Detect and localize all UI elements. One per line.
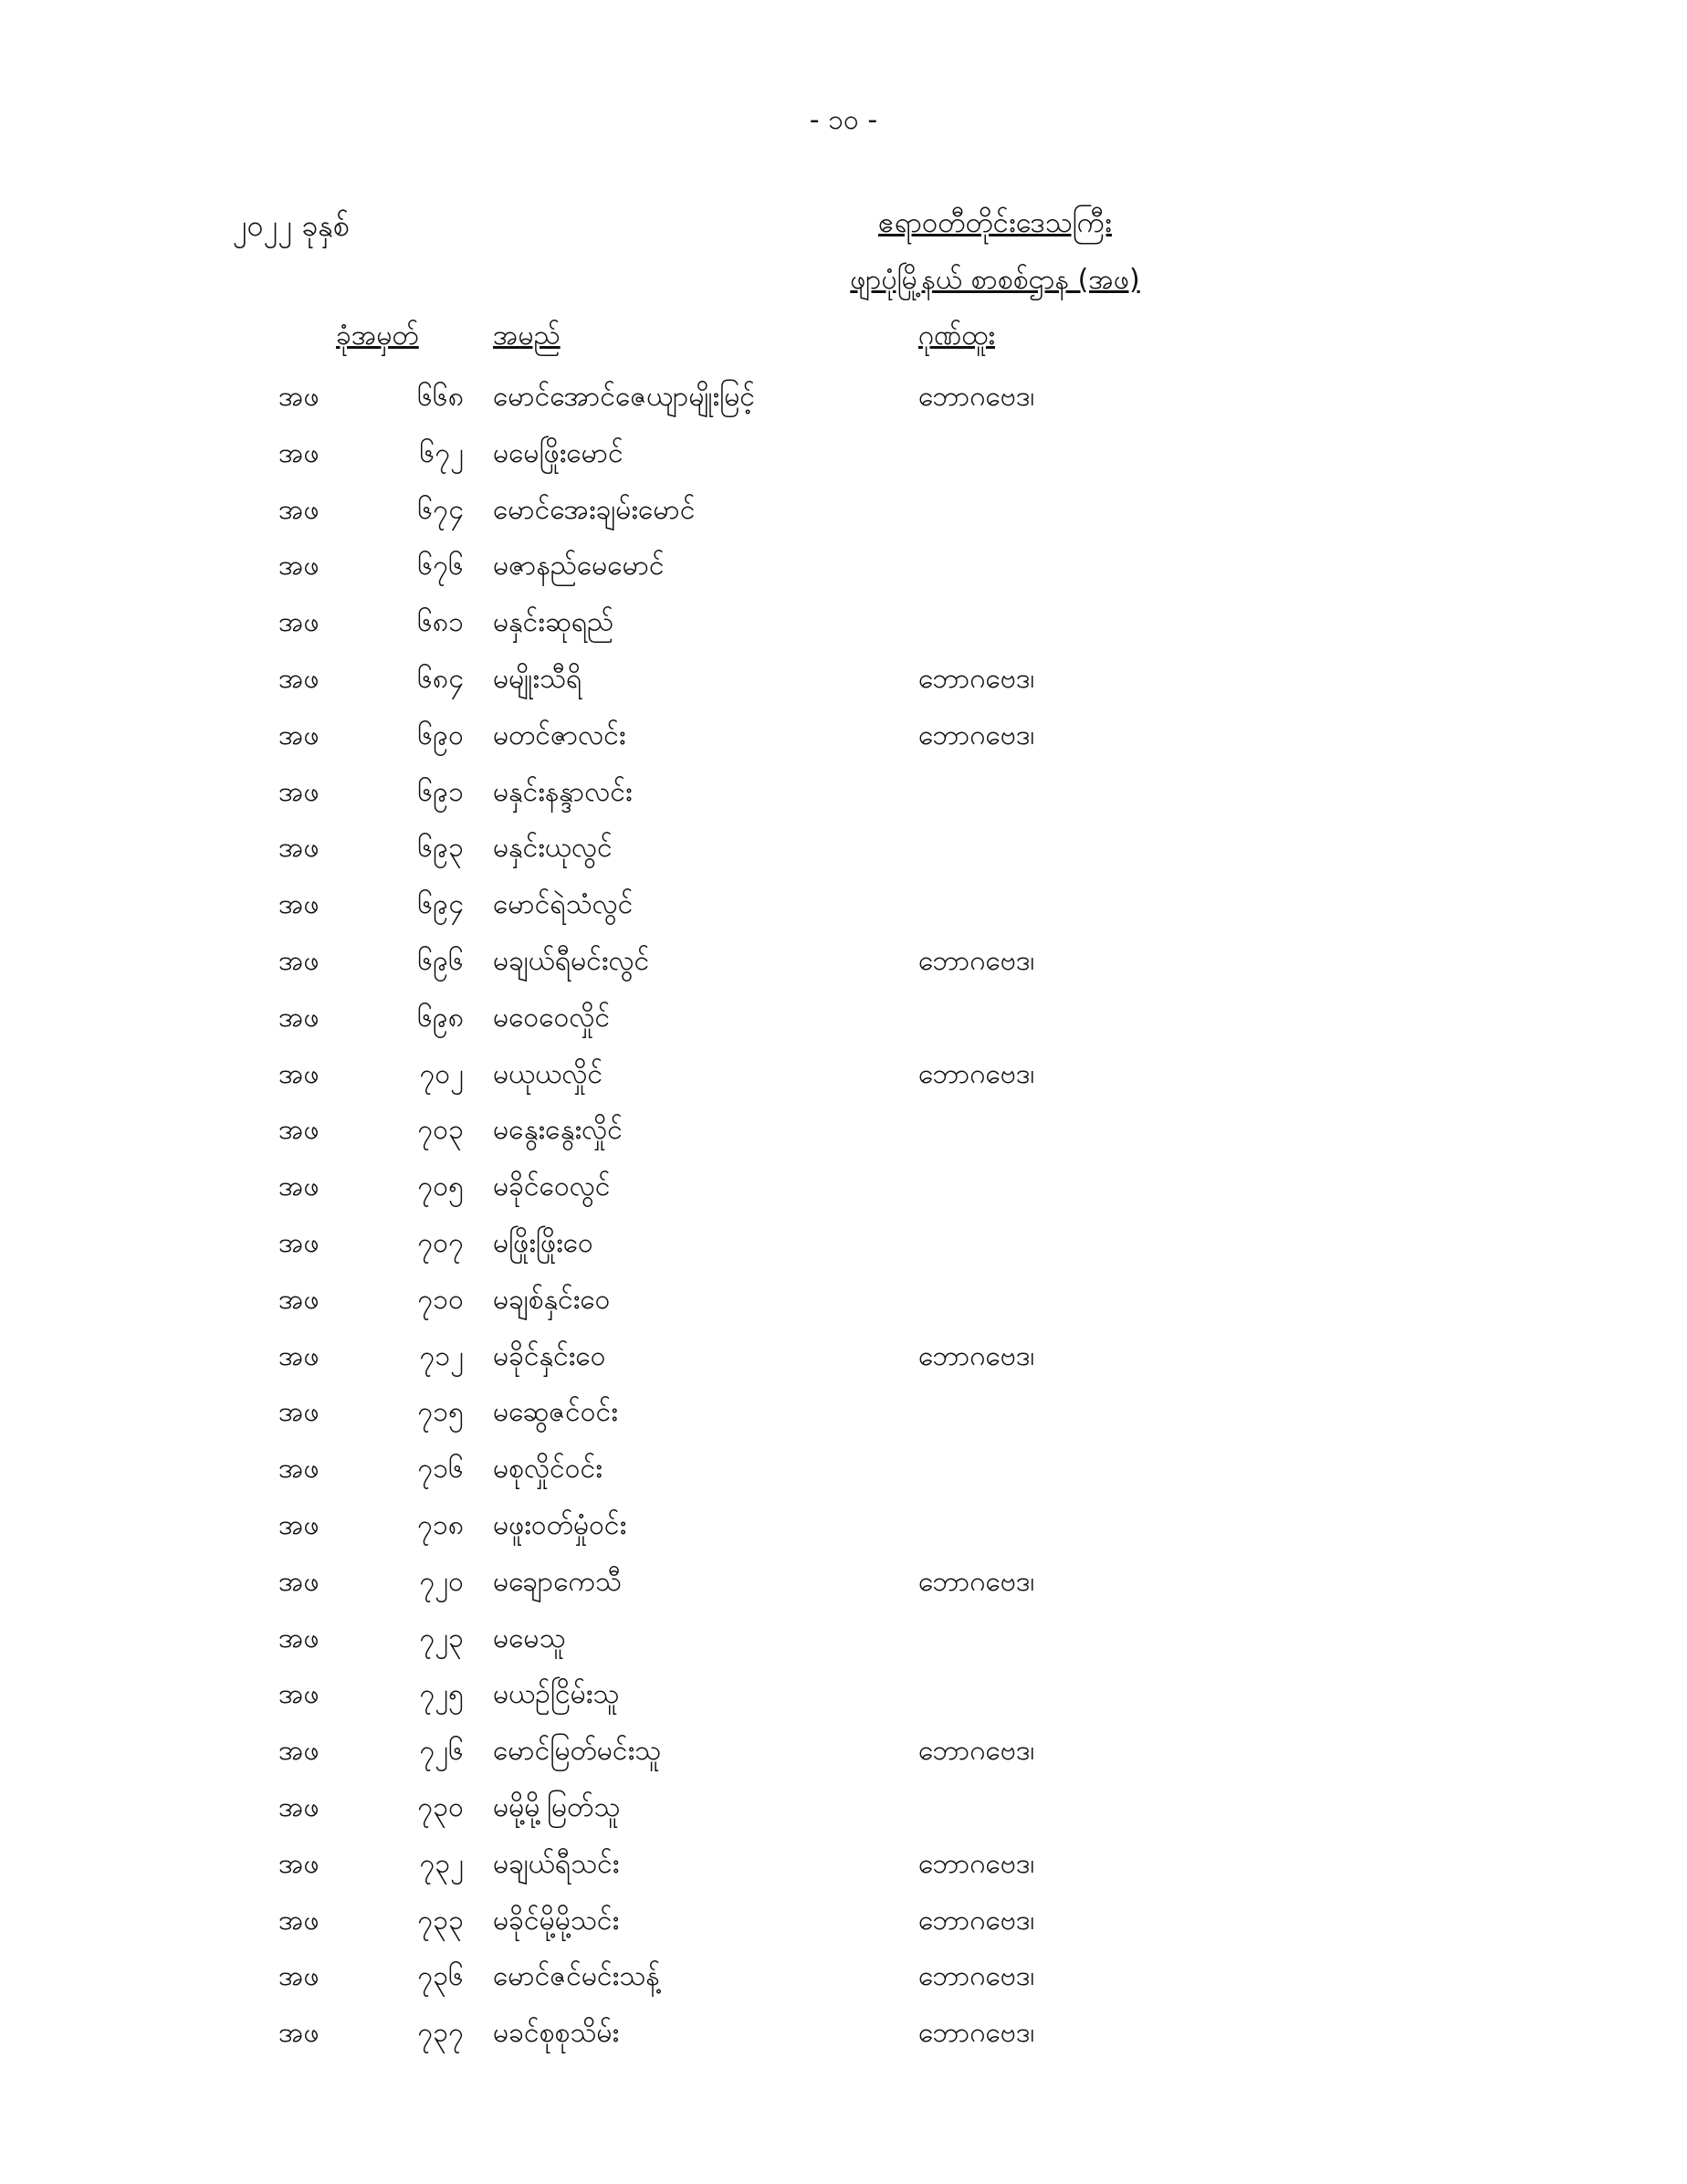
list-item bbox=[0, 1216, 1687, 1273]
roll-number: ၆၉၀ bbox=[417, 719, 464, 751]
list-item bbox=[0, 370, 1687, 426]
student-name: မမေဖြိုးမောင် bbox=[493, 436, 623, 469]
list-item bbox=[0, 1273, 1687, 1329]
region-title: ဧရာဝတီတိုင်းဒေသကြီး bbox=[878, 206, 1112, 239]
student-name: မောင်ဇင်မင်းသန့် bbox=[493, 1960, 660, 1993]
roll-number: ၆၇၆ bbox=[417, 550, 464, 583]
distinction: ဘောဂဗေဒ၊ bbox=[918, 1735, 1035, 1768]
list-item bbox=[0, 595, 1687, 652]
exam-center-subtitle: ဖျာပုံမြို့နယ် စာစစ်ဌာန (အဖ) bbox=[850, 264, 1140, 296]
results-list bbox=[0, 370, 1687, 2063]
roll-prefix: အဖ bbox=[278, 1960, 320, 1993]
student-name: မချောကေသီ bbox=[493, 1565, 622, 1598]
list-item bbox=[0, 2006, 1687, 2063]
roll-number: ၆၇၄ bbox=[417, 493, 464, 526]
roll-prefix: အဖ bbox=[278, 1622, 320, 1654]
student-name: မချယ်ရီမင်းလွင် bbox=[493, 944, 650, 977]
roll-prefix: အဖ bbox=[278, 1565, 320, 1598]
list-item bbox=[0, 539, 1687, 595]
list-item bbox=[0, 1837, 1687, 1894]
student-name: မခိုင်နှင်းဝေ bbox=[493, 1339, 606, 1372]
roll-prefix: အဖ bbox=[278, 1057, 320, 1090]
student-name: မောင်အေးချမ်းမောင် bbox=[493, 493, 696, 526]
year-label: ၂၀၂၂ ခုနှစ် bbox=[233, 208, 350, 243]
page-number: - ၁၀ - bbox=[809, 104, 878, 136]
student-name: မချစ်နှင်းဝေ bbox=[493, 1283, 611, 1316]
roll-number: ၇၃၆ bbox=[417, 1960, 464, 1993]
list-item bbox=[0, 934, 1687, 991]
student-name: မဖူးဝတ်မှုံဝင်း bbox=[493, 1508, 627, 1541]
list-item bbox=[0, 709, 1687, 765]
roll-prefix: အဖ bbox=[278, 775, 320, 808]
roll-prefix: အဖ bbox=[278, 1847, 320, 1880]
list-item bbox=[0, 1780, 1687, 1837]
roll-number: ၆၆၈ bbox=[417, 381, 464, 413]
list-item bbox=[0, 1949, 1687, 2006]
roll-number: ၇၀၃ bbox=[417, 1114, 464, 1147]
header-name: အမည် bbox=[493, 320, 561, 352]
roll-prefix: အဖ bbox=[278, 1114, 320, 1147]
student-name: မမျိုးသီရိ bbox=[493, 662, 582, 695]
roll-prefix: အဖ bbox=[278, 1226, 320, 1259]
roll-prefix: အဖ bbox=[278, 2017, 320, 2050]
student-name: မောင်အောင်ဇေယျာမျိုးမြင့် bbox=[493, 381, 755, 413]
roll-number: ၆၉၆ bbox=[417, 944, 464, 977]
roll-prefix: အဖ bbox=[278, 1283, 320, 1316]
list-item bbox=[0, 483, 1687, 540]
roll-prefix: အဖ bbox=[278, 832, 320, 865]
distinction: ဘောဂဗေဒ၊ bbox=[918, 1057, 1035, 1090]
roll-number: ၇၁၈ bbox=[417, 1508, 464, 1541]
student-name: မချယ်ရီသင်း bbox=[493, 1847, 620, 1880]
student-name: မခင်စုစုသိမ်း bbox=[493, 2017, 620, 2050]
list-item bbox=[0, 1385, 1687, 1442]
student-name: မဇာနည်မေမောင် bbox=[493, 550, 665, 583]
roll-prefix: အဖ bbox=[278, 550, 320, 583]
list-item bbox=[0, 1047, 1687, 1104]
list-item bbox=[0, 1329, 1687, 1386]
roll-number: ၆၉၃ bbox=[417, 832, 464, 865]
roll-prefix: အဖ bbox=[278, 606, 320, 639]
list-item bbox=[0, 1894, 1687, 1950]
distinction: ဘောဂဗေဒ၊ bbox=[918, 719, 1035, 751]
roll-number: ၇၁၅ bbox=[417, 1396, 464, 1429]
roll-number: ၇၀၅ bbox=[417, 1171, 464, 1203]
list-item bbox=[0, 765, 1687, 822]
roll-number: ၇၂၆ bbox=[419, 1735, 464, 1768]
list-item bbox=[0, 821, 1687, 877]
roll-number: ၇၂၀ bbox=[419, 1565, 464, 1598]
roll-number: ၇၃၃ bbox=[417, 1904, 464, 1937]
roll-prefix: အဖ bbox=[278, 493, 320, 526]
student-name: မောင်မြတ်မင်းသူ bbox=[493, 1735, 662, 1768]
roll-prefix: အဖ bbox=[278, 381, 320, 413]
roll-prefix: အဖ bbox=[278, 888, 320, 921]
roll-prefix: အဖ bbox=[278, 1171, 320, 1203]
roll-number: ၇၂၃ bbox=[419, 1622, 464, 1654]
student-name: မတင်ဇာလင်း bbox=[493, 719, 626, 751]
list-item bbox=[0, 1555, 1687, 1612]
student-name: မခိုင်ဝေလွင် bbox=[493, 1171, 611, 1203]
header-roll-number: ခုံအမှတ် bbox=[336, 320, 419, 352]
distinction: ဘောဂဗေဒ၊ bbox=[918, 1904, 1035, 1937]
roll-prefix: အဖ bbox=[278, 1508, 320, 1541]
list-item bbox=[0, 1498, 1687, 1555]
roll-number: ၇၀၂ bbox=[419, 1057, 464, 1090]
list-item bbox=[0, 1442, 1687, 1498]
roll-prefix: အဖ bbox=[278, 1396, 320, 1429]
distinction: ဘောဂဗေဒ၊ bbox=[918, 1960, 1035, 1993]
roll-number: ၆၉၄ bbox=[417, 888, 464, 921]
student-name: မနှင်းယုလွင် bbox=[493, 832, 613, 865]
list-item bbox=[0, 877, 1687, 934]
list-item bbox=[0, 1612, 1687, 1668]
roll-prefix: အဖ bbox=[278, 719, 320, 751]
student-name: မောင်ရဲသံလွင် bbox=[493, 888, 634, 921]
list-item bbox=[0, 426, 1687, 483]
roll-prefix: အဖ bbox=[278, 436, 320, 469]
distinction: ဘောဂဗေဒ၊ bbox=[918, 662, 1035, 695]
student-name: မမို့မို့မြတ်သူ bbox=[493, 1790, 621, 1823]
roll-prefix: အဖ bbox=[278, 1790, 320, 1823]
roll-number: ၆၈၄ bbox=[417, 662, 464, 695]
roll-number: ၆၉၁ bbox=[417, 775, 464, 808]
distinction: ဘောဂဗေဒ၊ bbox=[918, 944, 1035, 977]
distinction: ဘောဂဗေဒ၊ bbox=[918, 2017, 1035, 2050]
roll-number: ၇၁၂ bbox=[419, 1339, 464, 1372]
student-name: မဝေဝေလှိုင် bbox=[493, 1001, 611, 1034]
distinction: ဘောဂဗေဒ၊ bbox=[918, 1565, 1035, 1598]
roll-prefix: အဖ bbox=[278, 1339, 320, 1372]
list-item bbox=[0, 1724, 1687, 1780]
header-distinction: ဂုဏ်ထူး bbox=[918, 320, 995, 352]
roll-prefix: အဖ bbox=[278, 1453, 320, 1486]
roll-number: ၇၃၂ bbox=[419, 1847, 464, 1880]
distinction: ဘောဂဗေဒ၊ bbox=[918, 1847, 1035, 1880]
student-name: မနှင်းဆုရည် bbox=[493, 606, 614, 639]
roll-number: ၇၁၆ bbox=[417, 1453, 464, 1486]
distinction: ဘောဂဗေဒ၊ bbox=[918, 1339, 1035, 1372]
list-item bbox=[0, 1160, 1687, 1216]
roll-prefix: အဖ bbox=[278, 662, 320, 695]
roll-number: ၇၃၇ bbox=[417, 2017, 464, 2050]
roll-prefix: အဖ bbox=[278, 1904, 320, 1937]
roll-prefix: အဖ bbox=[278, 1678, 320, 1711]
roll-number: ၇၂၅ bbox=[419, 1678, 464, 1711]
distinction: ဘောဂဗေဒ၊ bbox=[918, 381, 1035, 413]
list-item bbox=[0, 1103, 1687, 1160]
list-item bbox=[0, 991, 1687, 1047]
list-item bbox=[0, 1667, 1687, 1724]
roll-prefix: အဖ bbox=[278, 1001, 320, 1034]
roll-prefix: အဖ bbox=[278, 1735, 320, 1768]
roll-number: ၆၈၁ bbox=[417, 606, 464, 639]
student-name: မဆွေဇင်ဝင်း bbox=[493, 1396, 618, 1429]
student-name: မမေသူ bbox=[493, 1622, 566, 1654]
student-name: မယုယလှိုင် bbox=[493, 1057, 603, 1090]
roll-number: ၇၀၇ bbox=[417, 1226, 464, 1259]
student-name: မနှင်းနန္ဒာလင်း bbox=[493, 775, 633, 808]
roll-number: ၇၁၀ bbox=[417, 1283, 464, 1316]
roll-number: ၇၃၀ bbox=[417, 1790, 464, 1823]
list-item bbox=[0, 652, 1687, 709]
roll-number: ၆၇၂ bbox=[419, 436, 464, 469]
student-name: မဖြိုးဖြိုးဝေ bbox=[493, 1226, 593, 1259]
student-name: မနွေးနွေးလှိုင် bbox=[493, 1114, 623, 1147]
student-name: မယဉ်ငြိမ်းသူ bbox=[493, 1678, 620, 1711]
student-name: မစုလှိုင်ဝင်း bbox=[493, 1453, 602, 1486]
roll-prefix: အဖ bbox=[278, 944, 320, 977]
student-name: မခိုင်မို့မို့သင်း bbox=[493, 1904, 620, 1937]
roll-number: ၆၉၈ bbox=[417, 1001, 464, 1034]
